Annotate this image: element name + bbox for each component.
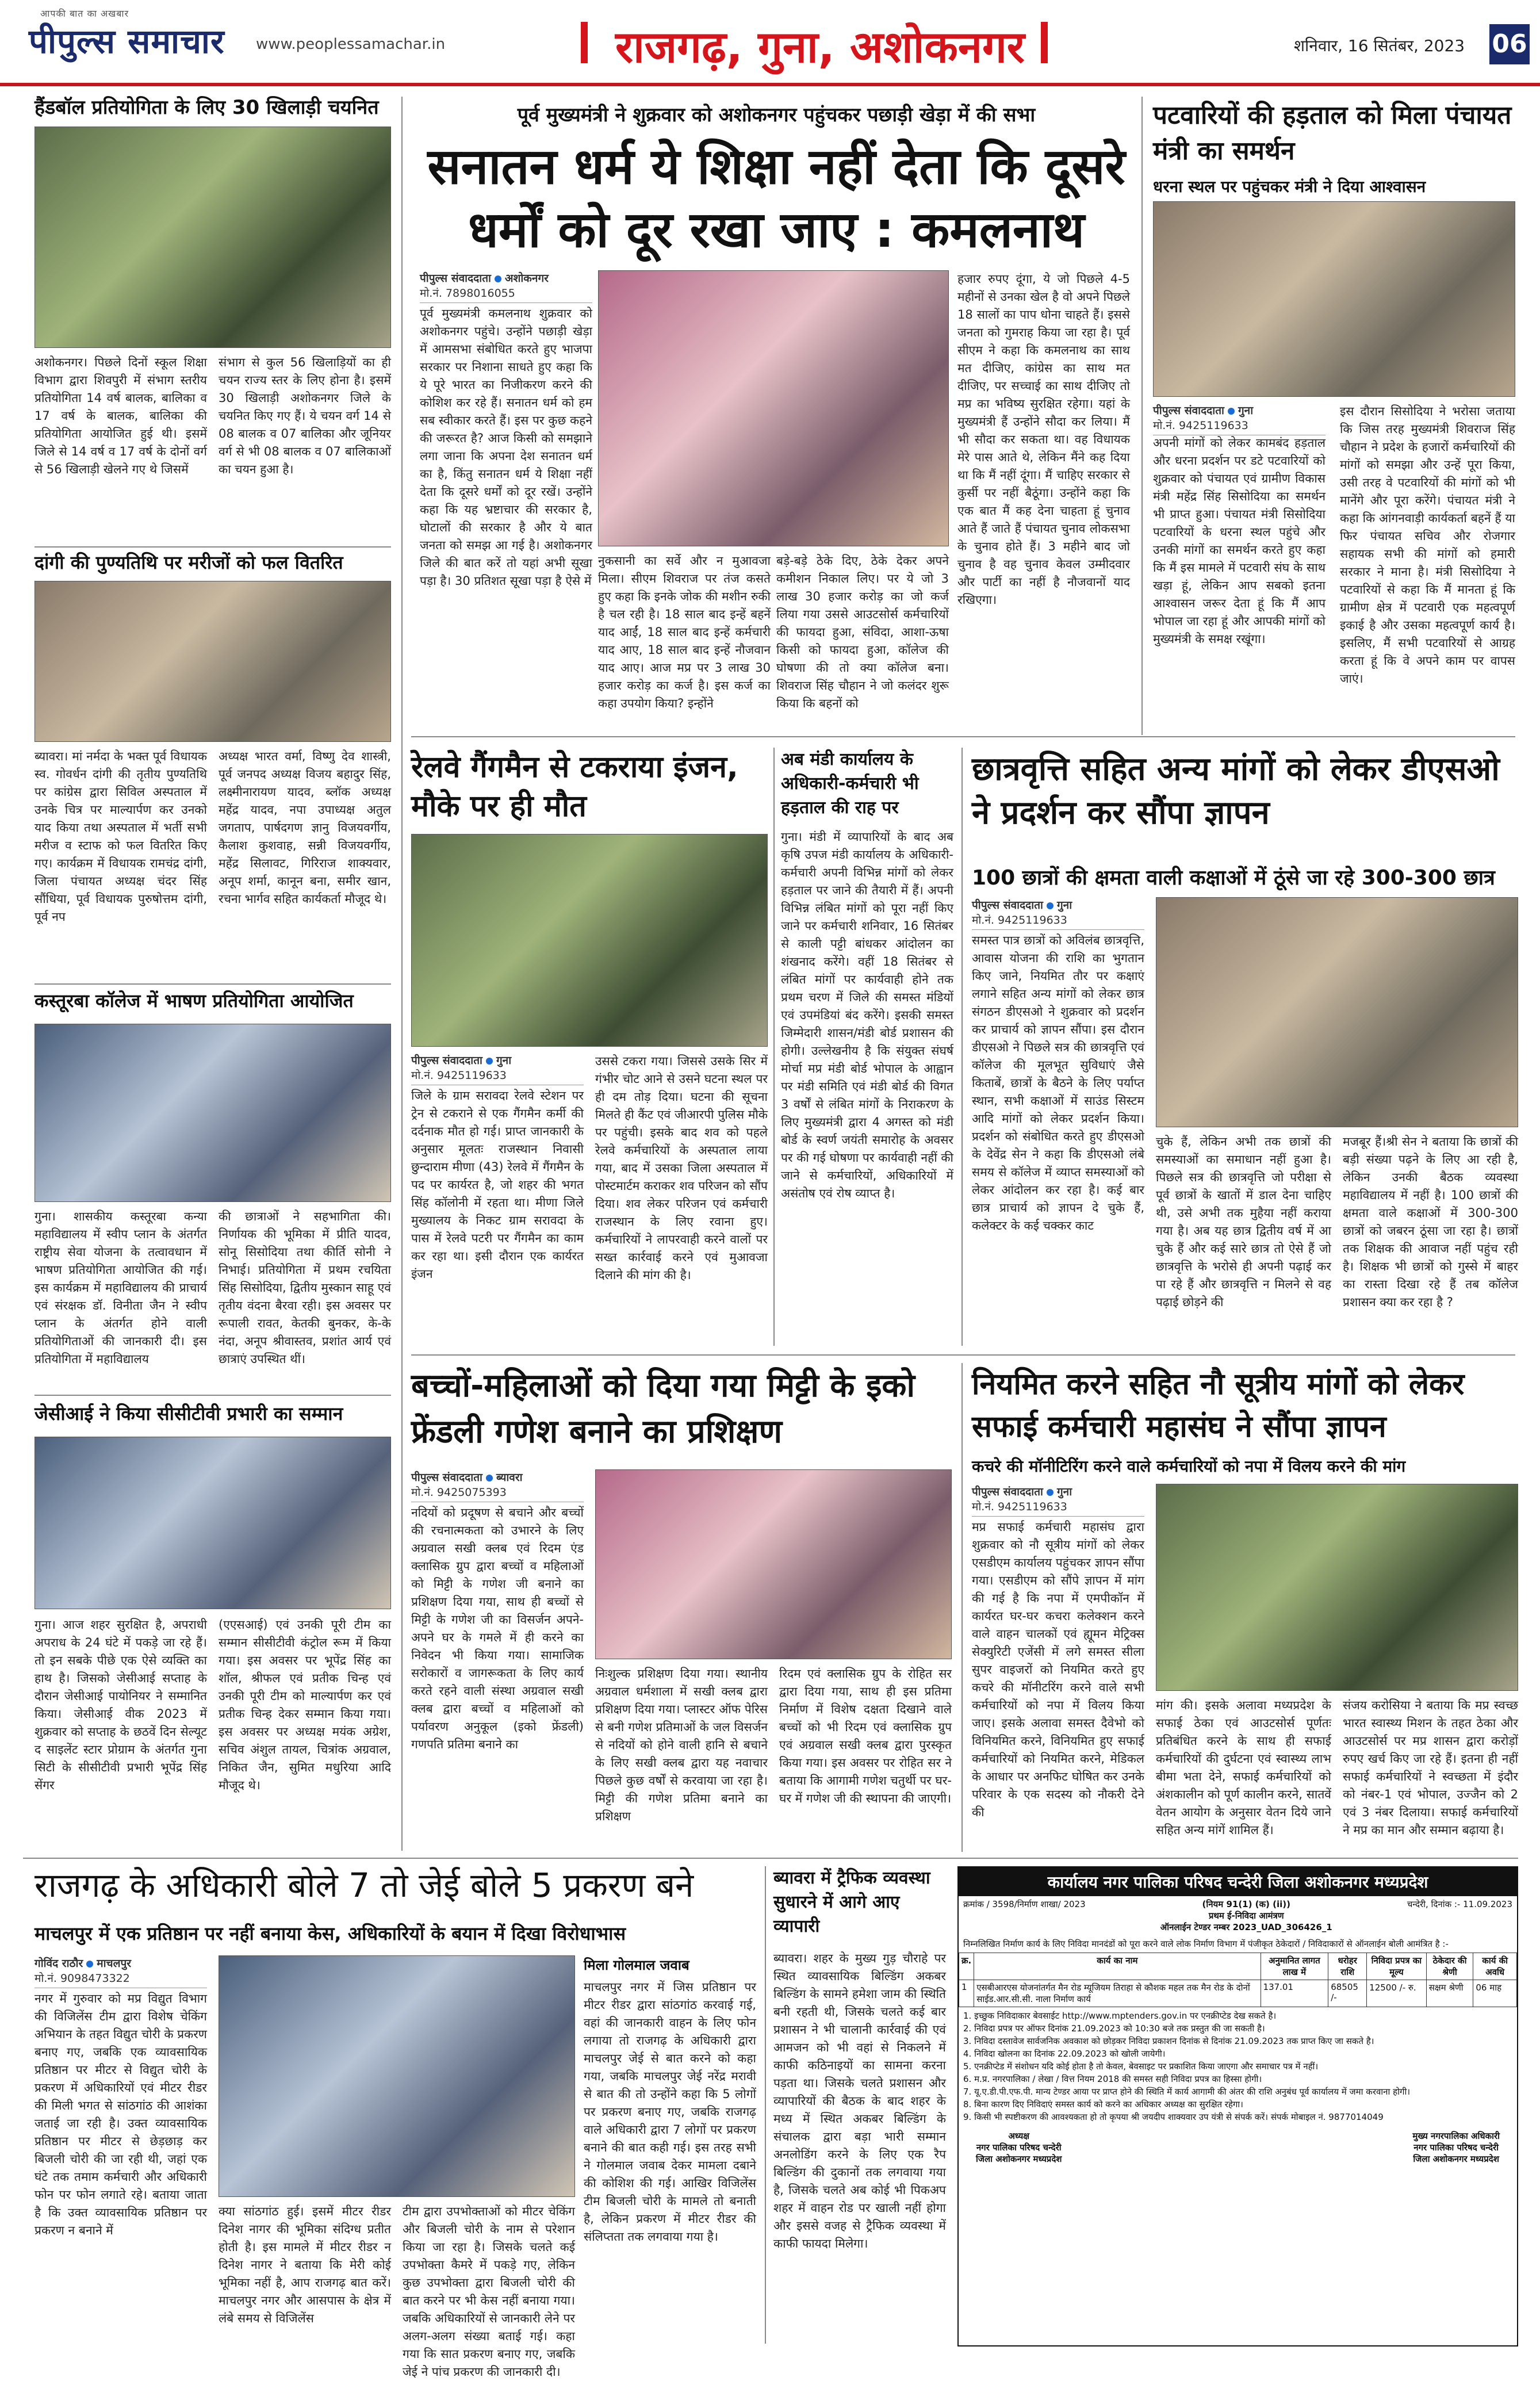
handball-photo bbox=[35, 127, 391, 348]
divider bbox=[35, 1395, 391, 1396]
tender-sign-left: अध्यक्ष नगर पालिका परिषद चन्देरी जिला अशोकनगर मध्यप्रदेश bbox=[976, 2131, 1062, 2164]
dangi-headline: दांगी की पुण्यतिथि पर मरीजों को फल वितरित bbox=[35, 552, 343, 573]
scholarship-subhead: 100 छात्रों की क्षमता वाली कक्षाओं में ठूंसे जा रहे 300-300 छात्र bbox=[972, 866, 1495, 890]
rajgarh-body-4: माचलपुर नगर में जिस प्रतिष्ठान पर मीटर रीडर द्वारा सांठगांठ करवाई गई, वहां की जानकारी वाहन के लिए फोन लगाया तो राजगढ़ के अधिकारी द्वारा माचलपुर जेई से बात करने को कहा गया, जबकि माचलपुर जेई नरेंद्र मरावी से बात की तो उन्होंने कहा कि 5 लोगों पर प्रकरण बनाए गए, जबकि राजगढ़ वाले अधिकारी द्वारा 7 लोगों पर प्रकरण बनाने की बात कही गई। इस तरह सभी ने गोलमाल जवाब देकर मामला दबाने की कोशिश की गई। आखिर विजिलेंस टीम बिजली चोरी के मामले तो बनाती है, लेकिन प्रकरण में मीटर रीडर की संलिप्तता तक लगवाया गया है। bbox=[584, 1980, 756, 2244]
scholarship-byline bbox=[972, 897, 1144, 930]
tender-note: 1. इच्छुक निविदाकार बेवसाईट http://www.mptenders.gov.in पर एनक्रीप्टेड देख सकते है। bbox=[963, 2011, 1277, 2021]
table-cell: 12500 /- रु. bbox=[1367, 1980, 1427, 2007]
tender-note: 5. एनक्रीप्टेड में संशोधन यदि कोई होता है तो केवल, बेवसाइट पर प्रकाशित किया जाएगा और समाचार पत्र में नहीं। bbox=[963, 2061, 1319, 2072]
kasturba-body-1: गुना। शासकीय कस्तूरबा कन्या महाविद्यालय में स्वीप प्लान के अंतर्गत राष्ट्रीय सेवा योजना के तत्वावधान में भाषण प्रतियोगिता आयोजित की गई। इस कार्यक्रम में महाविद्यालय की प्राचार्य एवं संरक्षक डॉ. विनीता जैन ने स्वीप प्लान के अंतर्गत होने वाली प्रतियोगिताओं की जानकारी दी। इस प्रतियोगिता में महाविद्यालय bbox=[35, 1209, 207, 1366]
rajgarh-subhead: माचलपुर में एक प्रतिष्ठान पर नहीं बनाया केस, अधिकारियों के बयान में दिखा विरोधाभास bbox=[35, 1923, 626, 1944]
tender-notice bbox=[957, 1866, 1518, 2346]
tender-col-4: निविदा प्रपत्र का मूल्य bbox=[1367, 1953, 1427, 1980]
column-rule bbox=[961, 1363, 963, 1852]
patwari-body-2: इस दौरान सिसोदिया ने भरोसा जताया कि जिस तरह मुख्यमंत्री शिवराज सिंह चौहान ने प्रदेश के हजारों कर्मचारियों की मांगों को समझा और उन्हें पूरा किया, उसी तरह वे पटवारियों की मांगों को भी मानेंगे और पूरा करेंगे। पंचायत मंत्री ने कहा कि आंगनवाड़ी कार्यकर्ता बहनें हैं या फिर पंचायत सचिव और रोजगार सहायक सभी की मांगों को हमारी सरकार ने माना है। मंत्री सिसोदिया ने पटवारियों से कहा कि मैं मानता हूं कि ग्रामीण क्षेत्र में पटवारी एक महत्वपूर्ण इकाई है और उसका महत्वपूर्ण कार्य है। इसलिए, मैं सभी पटवारियों से आग्रह करता हूं कि वे अपने काम पर वापस जाएं। bbox=[1340, 404, 1515, 686]
region-bar-left bbox=[581, 22, 588, 63]
tender-col-3: धरोहर राशि bbox=[1328, 1953, 1367, 1980]
website-url: www.peoplessamachar.in bbox=[256, 36, 446, 53]
ganesh-byline bbox=[411, 1469, 584, 1502]
byline-mobile: मो.नं. 9425119633 bbox=[1153, 419, 1248, 432]
scholarship-photo bbox=[1156, 897, 1518, 1127]
table-row bbox=[959, 1980, 1517, 2007]
ganesh-body-3: रिदम एवं क्लासिक ग्रुप के रोहित सर द्वारा दिया गया, साथ ही इस प्रतिमा निर्माण में विशेष दक्षता दिखाने वाले बच्चों को भी रिदम एवं क्लासिक ग्रुप एवं अग्रवाल सखी क्लब द्वारा पुरस्कृत किया गया। इस अवसर पर रोहित सर ने बताया कि आगामी गणेश चतुर्थी पर घर-घर में गणेश जी की स्थापना की जाएगी। bbox=[779, 1667, 952, 1805]
byline-place: गुना bbox=[1056, 1486, 1072, 1498]
brand-logo bbox=[29, 8, 225, 63]
kamalnath-photo bbox=[598, 270, 949, 546]
byline-mobile: मो.नं. 7898016055 bbox=[420, 287, 515, 300]
byline-name: पीपुल्स संवाददाता bbox=[972, 1486, 1043, 1498]
dangi-photo bbox=[35, 581, 391, 742]
tender-col-2: अनुमानित लागत लाख में bbox=[1261, 1953, 1328, 1980]
tender-note: 8. बिना कारण दिए निविदाएं समस्त कार्य को करने का अधिकार अध्यक्ष का सुरक्षित रहेगा। bbox=[963, 2099, 1243, 2110]
table-cell: 137.01 bbox=[1261, 1980, 1328, 2007]
table-cell: सक्षम श्रेणी bbox=[1426, 1980, 1473, 2007]
divider bbox=[411, 736, 1515, 737]
railway-body-1: जिले के ग्राम सरावदा रेलवे स्टेशन पर ट्रेन से टकराने से एक गैंगमैन कर्मी की दर्दनाक मौत हो गई। प्राप्त जानकारी के अनुसार मूलतः राजस्थान निवासी छुन्दाराम मीणा (43) रेलवे में गैंगमैन के पद पर कार्यरत है, जो शहर की भगत सिंह कॉलोनी में रहता था। मीणा जिले मुख्यालय के निकट ग्राम सरावदा के पास में रेलवे पटरी पर गैंगमैन का काम कर रहा था। इसी दौरान एक कार्यरत इंजन bbox=[411, 1089, 584, 1281]
region-bar-right bbox=[1041, 22, 1048, 63]
safai-byline bbox=[972, 1484, 1144, 1517]
tender-table-header bbox=[959, 1953, 1517, 1980]
byline-name: पीपुल्स संवाददाता bbox=[972, 899, 1043, 912]
scholarship-body-2: चुके हैं, लेकिन अभी तक छात्रों की समस्याओं का समाधान नहीं हुआ है। पिछले सत्र की छात्रवृत्ति जो परीक्षा से पूर्व छात्रों के खातों में डाल देना चाहिए थी, उसे अभी तक मुहैया नहीं कराया गया है। अब यह छात्र द्वितीय वर्ष में आ चुके हैं और कई सारे छात्र तो ऐसे हैं जो छात्रवृत्ति के भरोसे ही अपनी पढ़ाई कर पा रहे हैं और छात्रवृत्ति न मिलने से वह पढ़ाई छोड़ने की bbox=[1156, 1135, 1331, 1309]
tender-col-0: क्र. bbox=[959, 1953, 974, 1980]
railway-byline bbox=[411, 1052, 584, 1085]
rajgarh-photo bbox=[219, 1955, 575, 2197]
byline-name: गोविंद राठौर bbox=[35, 1957, 83, 1970]
kamalnath-headline: सनातन धर्म ये शिक्षा नहीं देता कि दूसरे धर्मों को दूर रखा जाए : कमलनाथ bbox=[427, 138, 1125, 259]
tender-ref-right: चन्देरी, दिनांक :- 11.09.2023 bbox=[1407, 1899, 1512, 1909]
byline-place: माचलपुर bbox=[97, 1957, 132, 1970]
column-rule bbox=[1141, 97, 1143, 735]
patwari-photo bbox=[1153, 201, 1515, 397]
railway-photo bbox=[411, 834, 768, 1047]
byline-place: गुना bbox=[1056, 899, 1072, 912]
safai-body-2: मांग की। इसके अलावा मध्यप्रदेश के सफाई ठेका एवं आउटसोर्स पूर्णतः प्रतिबंधित करने के साथ ही सफाई कर्मचारियों की दुर्घटना एवं स्वास्थ्य लाभ बीमा भता देने, सफाई कर्मचारियों को अंशकालीन को पूर्ण कालीन करने, सातवें वेतन आयोग के अनुसार वेतन दिये जाने सहित अन्य मांगें शामिल हैं। bbox=[1156, 1698, 1331, 1837]
rajgarh-body-3: टीम द्वारा उपभोक्ताओं को मीटर चेकिंग और बिजली चोरी के नाम से परेशान किया जा रहा है। जिसके चलते कई उपभोक्ता कैमरे में पकड़े गए, लेकिन कुछ उपभोक्ता द्वारा बिजली चोरी की बात करने पर भी केस नहीं बनाया गया। जबकि अधिकारियों से जानकारी लेने पर अलग-अलग संख्या बताई गई। कहा गया कि सात प्रकरण बनाए गए, जबकि जेई ने पांच प्रकरण की जानकारी दी। bbox=[403, 2204, 575, 2379]
byline-place: गुना bbox=[496, 1054, 512, 1067]
ganesh-photo bbox=[595, 1469, 952, 1659]
bullet-icon bbox=[1047, 902, 1054, 909]
dangi-body-2: अध्यक्ष भारत वर्मा, विष्णु देव शास्त्री, पूर्व जनपद अध्यक्ष विजय बहादुर सिंह, लक्ष्मीनारायण यादव, ब्लॉक अध्यक्ष महेंद्र यादव, नपा उपाध्यक्ष अतुल जगताप, पार्षदगण ज्ञानु विजयवर्गीय, कैलाश कुशवाह, सन्नी विजयवर्गीय, महेंद्र सिलावट, गिरिराज शाक्यवार, अनूप शर्मा, कानून बना, समीर खान, रचना भार्गव सहित कार्यकर्ता मौजूद थे। bbox=[219, 749, 391, 906]
scholarship-body-1: समस्त पात्र छात्रों को अविलंब छात्रवृत्ति, आवास योजना की राशि का भुगतान किए जाने, नियमित तौर पर कक्षाएं लगाने सहित अन्य मांगों को लेकर छात्र संगठन डीएसओ ने शुक्रवार को प्रदर्शन कर प्राचार्य को ज्ञापन सौंपा। इस दौरान डीएसओ ने पिछले सत्र की छात्रवृत्ति एवं कॉलेज की मूलभूत सुविधाएं जैसे किताबें, छात्रों के बैठने के लिए पर्याप्त स्थान, सभी कक्षाओं में साउंड सिस्टम आदि मांगों को लेकर प्रदर्शन किया। प्रदर्शन को संबोधित करते हुए डीएसओ के देवेंद्र सेन ने कहा कि डीएसओ लंबे समय से कॉलेज में व्याप्त समस्याओं को लेकर आंदोलन कर रहा है। कई बार छात्र प्राचार्य को ज्ञापन दे चुके हैं, कलेक्टर के कई चक्कर काट bbox=[972, 933, 1144, 1232]
column-rule bbox=[961, 748, 963, 1346]
safai-body-3: संजय करोसिया ने बताया कि मप्र स्वच्छ भारत स्वास्थ्य मिशन के तहत ठेका और आउटसोर्स पर मप्र शासन द्वारा करोड़ों रुपए खर्च किए जा रहे हैं। इतना ही नहीं सफाई कर्मचारियों ने स्वच्छता में इंदौर को नंबर-1 एवं भोपाल, उज्जैन को 2 एवं 3 नंबर दिलाया। सफाई कर्मचारियों ने मप्र का मान और सम्मान बढ़ाया है। bbox=[1343, 1698, 1518, 1837]
bullet-icon bbox=[486, 1058, 493, 1065]
tender-title: कार्यालय नगर पालिका परिषद चन्देरी जिला अशोकनगर मध्यप्रदेश bbox=[959, 1867, 1517, 1896]
tender-note: 2. निविदा प्रपत्र पर ऑफर दिनांक 21.09.2023 को 10:30 बजे तक प्रस्तुत की जा सकती है। bbox=[963, 2023, 1265, 2034]
tender-table-body bbox=[959, 1980, 1517, 2007]
page-number: 06 bbox=[1489, 24, 1530, 64]
kasturba-body-2: की छात्राओं ने सहभागिता की। निर्णायक की भूमिका में प्रीति यादव, सोनू सिसोदिया तथा कीर्ति सोनी ने निभाई। प्रतियोगिता में प्रथम रचयिता सिंह सिसोदिया, द्वितीय मुस्कान साहू एवं तृतीय वंदना बैरवा रही। इस अवसर पर रूपाली रावत, केतकी बुनकर, के-के नंदा, अनूप श्रीवास्तव, प्रशांत आर्य एवं छात्राएं उपस्थित थीं। bbox=[219, 1209, 391, 1366]
tender-ref-mid: (नियम 91(1) (क) (ii)) प्रथम ई-निविदा आमंत्रण ऑनलाईन टेण्डर नम्बर 2023_UAD_306426_1 bbox=[1160, 1899, 1332, 1932]
traffic-body: ब्यावरा। शहर के मुख्य गुड़ चौराहे पर स्थित व्यावसायिक बिल्डिंग अकबर बिल्डिंग के सामने हमेशा जाम की स्थिति बनी रहती थी, जिसके चलते कई बार प्रशासन ने भी चालानी कार्रवाई की एवं आमजन को भी वहां से निकलने में काफी कठिनाइयों का सामना करना पड़ता था। जिसके चलते प्रशासन और व्यापारियों की बैठक के बाद शहर के मध्य में स्थित अकबर बिल्डिंग के संचालक द्वारा बड़ा भारी सम्मान अनलोडिंग करने के लिए एक रैप बिल्डिंग की दुकानों तक लगवाया गया है, जिसके चलते अब कोई भी पिकअप शहर में वाहन रोड पर खाली नहीं होगा और इससे वजह से ट्रैफिक व्यवस्था में काफी फायदा मिलेगा। bbox=[773, 1951, 946, 2250]
byline-place: ब्यावरा bbox=[496, 1471, 523, 1484]
byline-place: अशोकनगर bbox=[504, 272, 549, 285]
table-cell: 68505 /- bbox=[1328, 1980, 1367, 2007]
rajgarh-body-1: नगर में गुरुवार को मप्र विद्युत विभाग की विजिलेंस टीम द्वारा विशेष चेकिंग अभियान के तहत विद्युत चोरी के प्रकरण बनाए गए, जबकि एक व्यावसायिक प्रतिष्ठान पर मीटर से विद्युत चोरी के प्रकरण में अधिकारियों एवं मीटर रीडर की मिली भगत से सांठगांठ की आशंका जताई जा रही है। उक्त व्यावसायिक प्रतिष्ठान पर मीटर से छेड़छाड़ कर बिजली चोरी की जा रही थी, जहां एक घंटे तक तमाम कर्मचारी और अधिकारी फोन पर फोन लगाते रहे। बताया जाता है कि उक्त व्यावसायिक प्रतिष्ठान पर प्रकरण न बनाने में bbox=[35, 1992, 207, 2237]
patwari-body-1: अपनी मांगों को लेकर कामबंद हड़ताल और धरना प्रदर्शन पर डटे पटवारियों को शुक्रवार को पंचायत एवं ग्रामीण विकास मंत्री महेंद्र सिंह सिसोदिया का समर्थन भी प्राप्त हुआ। पंचायत मंत्री सिसोदिया पटवारियों के धरना स्थल पहुंचे और उनकी मांगों का समर्थन करते हुए कहा कि मैं इस मामले में पटवारी संघ के साथ खड़ा हूं, लेकिन आप सबको इतना आश्वासन जरूर देता हूं कि मैं आप भोपाल जा रहा हूं और आपकी मांगों को मुख्यमंत्री के समक्ष रखूंगा। bbox=[1153, 436, 1326, 646]
jci-body-1: गुना। आज शहर सुरक्षित है, अपराधी अपराध के 24 घंटे में पकड़े जा रहे हैं। तो इन सबके पीछे एक ऐसे व्यक्ति का हाथ है। जिसको जेसीआई सप्ताह के दौरान जेसीआई पायोनियर ने सम्मानित किया। जेसीआई वीक 2023 में शुक्रवार को सप्ताह के छठवें दिन सेल्यूट द साइलेंट स्टार प्रोग्राम के अंतर्गत गुना सिटी के सीसीटीवी प्रभारी भूपेंद्र सिंह सेंगर bbox=[35, 1618, 207, 1792]
column-rule bbox=[773, 748, 775, 1346]
bullet-icon bbox=[86, 1961, 93, 1967]
railway-body-2: उससे टकरा गया। जिससे उसके सिर में गंभीर चोट आने से उसने घटना स्थल पर ही दम तोड़ दिया। घटना की सूचना मिलते ही कैंट एवं जीआरपी पुलिस मौके पर पहुंची। इसके बाद शव को पहले रेलवे कर्मचारियों के अस्पताल लाया गया, बाद में उसका जिला अस्पताल में पोस्टमार्टम कराकर शव परिजन को सौंप दिया। शव लेकर परिजन एवं कर्मचारी राजस्थान के लिए रवाना हुए। कर्मचारियों ने लापरवाही करने वालों पर सख्त कार्रवाई करने एवं मुआवजा दिलाने की मांग की है। bbox=[595, 1054, 768, 1282]
brand-name: पीपुल्स समाचार bbox=[29, 22, 225, 61]
byline-mobile: मो.नं. 9425119633 bbox=[972, 1500, 1067, 1513]
kamalnath-body-1: पूर्व मुख्यमंत्री कमलनाथ शुक्रवार को अशोकनगर पहुंचे। उन्होंने पछाड़ी खेड़ा में आमसभा संबोधित करते हुए भाजपा सरकार पर निशाना साधते हुए कहा कि ये पूरे भारत का निजीकरण करने की कोशिश कर रहे हैं। सनातन धर्म को हम सब स्वीकार करते हैं। इस पर कुछ कहने की जरूरत है? आज किसी को समझाने लगा जाना कि अपना देश सनातन धर्म का है, किंतु सनातन धर्म ये शिक्षा नहीं देता कि दूसरे धर्मों को दूर रखें। उन्होंने कहा कि यह भ्रष्टाचार की सरकार है, घोटालों की सरकार है और ये बात जनता को समझ आ गई है। अशोकनगर जिले की बात करें तो यहां अभी सूखा पड़ा है। 30 प्रतिशत सूखा पड़ा है ऐसे में bbox=[420, 307, 592, 588]
tender-col-5: ठेकेदार की श्रेणी bbox=[1426, 1953, 1473, 1980]
patwari-subhead: धरना स्थल पर पहुंचकर मंत्री ने दिया आश्वासन bbox=[1153, 177, 1426, 196]
byline-mobile: मो.नं. 9098473322 bbox=[35, 1972, 130, 1985]
scholarship-headline: छात्रवृत्ति सहित अन्य मांगों को लेकर डीएसओ ने प्रदर्शन कर सौंपा ज्ञापन bbox=[972, 751, 1500, 832]
bullet-icon bbox=[1228, 408, 1235, 415]
kasturba-headline: कस्तूरबा कॉलेज में भाषण प्रतियोगिता आयोजित bbox=[35, 990, 354, 1012]
divider bbox=[35, 546, 391, 548]
rajgarh-byline bbox=[35, 1955, 207, 1988]
byline-mobile: मो.नं. 9425119633 bbox=[972, 914, 1067, 927]
mandi-headline: अब मंडी कार्यालय के अधिकारी-कर्मचारी भी हड़ताल की राह पर bbox=[781, 749, 919, 818]
tender-notes bbox=[959, 2007, 1517, 2126]
bullet-icon bbox=[495, 275, 501, 282]
column-rule bbox=[765, 1866, 766, 2344]
byline-name: पीपुल्स संवाददाता bbox=[1153, 404, 1224, 417]
scholarship-body-3: मजबूर हैं।श्री सेन ने बताया कि छात्रों की बड़ी संख्या पढ़ने के लिए आ रही है, लेकिन उनकी बैठक व्यवस्था महाविद्यालय में नहीं है। 100 छात्रों की क्षमता वाले कक्षाओं में 300-300 छात्रों को जबरन ठूंसा जा रहा है। छात्रों तक शिक्षक की आवाज नहीं पहुंच रही है। शिक्षक भी छात्रों को गुस्से में बाहर का रास्ता दिखा रहे हैं तब कॉलेज प्रशासन क्या कर रहा है ? bbox=[1343, 1135, 1518, 1309]
tender-col-6: कार्य की अवधि bbox=[1473, 1953, 1517, 1980]
table-cell: एसबीआरएस योजनांतर्गत मैन रोड म्यूजियम तिराहा से कौशक महल तक मैन रोड के दोनों साईड.आर.सी.सी. नाला निर्माण कार्य bbox=[974, 1980, 1261, 2007]
byline-mobile: मो.नं. 9425119633 bbox=[411, 1069, 507, 1082]
railway-headline: रेलवे गैंगमैन से टकराया इंजन, मौके पर ही मौत bbox=[411, 750, 738, 824]
byline-place: गुना bbox=[1238, 404, 1254, 417]
jci-photo bbox=[35, 1437, 391, 1609]
tender-sign-right: मुख्य नगरपालिका अधिकारी नगर पालिका परिषद चन्देरी जिला अशोकनगर मध्यप्रदेश bbox=[1412, 2131, 1500, 2164]
safai-headline: नियमित करने सहित नौ सूत्रीय मांगों को लेकर सफाई कर्मचारी महासंघ ने सौंपा ज्ञापन bbox=[972, 1367, 1465, 1444]
divider bbox=[23, 1858, 1518, 1859]
rajgarh-headline: राजगढ़ के अधिकारी बोले 7 तो जेई बोले 5 प्रकरण बने bbox=[35, 1866, 694, 1905]
jci-headline: जेसीआई ने किया सीसीटीवी प्रभारी का सम्मान bbox=[35, 1403, 343, 1425]
kasturba-photo bbox=[35, 1024, 391, 1202]
byline-name: पीपुल्स संवाददाता bbox=[420, 272, 491, 285]
tender-ref-left: क्रमांक / 3598/निर्माण शाखा/ 2023 bbox=[963, 1899, 1086, 1909]
rajgarh-body-2: क्या सांठगांठ हुई। इसमें मीटर रीडर दिनेश नागर की भूमिका संदिग्ध प्रतीत होती है। इस मामले में मीटर रीडर न दिनेश नागर ने बताया कि मेरी कोई भूमिका नहीं है, आप राजगढ़ बात करें। माचलपुर नगर और आसपास के क्षेत्र में लंबे समय से विजिलेंस bbox=[219, 2204, 391, 2325]
byline-mobile: मो.नं. 9425075393 bbox=[411, 1486, 507, 1499]
divider bbox=[35, 983, 391, 985]
ganesh-body-1: नदियों को प्रदूषण से बचाने और बच्चों की रचनात्मकता को उभारने के लिए अग्रवाल सखी क्लब एवं रिदम एंड क्लासिक ग्रुप द्वारा बच्चों व महिलाओं को मिट्टी के गणेश जी बनाने का प्रशिक्षण दिया गया, साथ ही बच्चों से मिट्टी के गणेश जी का विसर्जन अपने-अपने घर के गमले में ही करने का निवेदन भी किया गया। सामाजिक सरोकारों व जागरूकता के लिए कार्य करते रहने वाली संस्था अग्रवाल सखी क्लब द्वारा बच्चों व महिलाओं को पर्यावरण अनुकूल (इको फ्रेंडली) गणपति प्रतिमा बनाने का bbox=[411, 1506, 584, 1751]
tender-note: 6. म.प्र. नगरपालिका / लेखा / वित्त नियम 2018 की समस्त सही निविदा प्रपत्र का हिस्सा होगी। bbox=[963, 2074, 1262, 2084]
mandi-body: गुना। मंडी में व्यापारियों के बाद अब कृषि उपज मंडी कार्यालय के अधिकारी-कर्मचारी अपनी विभिन्न मांगों को लेकर हड़ताल पर जाने की तैयारी में हैं। अपनी विभिन्न लंबित मांगों को पूरा नहीं किए जाने पर कर्मचारी शनिवार, 16 सितंबर से काली पट्टी बांधकर आंदोलन का शंखनाद करेंगे। वहीं 18 सितंबर से लंबित मांगों पर कार्यवाही होने तक प्रथम चरण में जिले की समस्त मंडियों एवं उपमंडियां बंद करेंगे। इसकी समस्त जिम्मेदारी शासन/मंडी बोर्ड प्रशासन की होगी। उल्लेखनीय है कि संयुक्त संघर्ष मोर्चा मप्र मंडी बोर्ड भोपाल के आह्वान पर मंडी समिति एवं मंडी बोर्ड की विगत 3 वर्षों से लंबित मांगों के निराकरण के लिए मुख्यमंत्री द्वारा 4 अगस्त को मंडी बोर्ड के स्वर्ण जयंती समारोह के अवसर पर की गई घोषणा पर कार्यवाही नहीं की जाने से कर्मचारियों, अधिकारियों में असंतोष एवं रोष व्याप्त है। bbox=[781, 830, 953, 1200]
safai-body-1: मप्र सफाई कर्मचारी महासंघ द्वारा शुक्रवार को नौ सूत्रीय मांगों को लेकर एसडीएम कार्यालय पहुंचकर ज्ञापन सौंपा गया। एसडीएम को सौंपे ज्ञापन में मांग की गई है कि नपा में एमपीकॉन में कार्यरत घर-घर कचरा कलेक्शन करने वाले वाहन चालकों एवं ह्यूमन मेट्रिक्स सेक्युरिटी एजेंसी में लगे समस्त सीला सुपर वाइजरों को नियमित करते हुए कचरे की मॉनीटरिंग करने वाले सभी कर्मचारियों को नपा में विलय किया जाए। इसके अलावा समस्त दैवेभो को विनियमित करने, विनियमित हुए सफाई कर्मचारियों को नियमित करने, मेडिकल के आधार पर अनफिट घोषित कर उनके परिवार के एक सदस्य को नौकरी देने की bbox=[972, 1520, 1144, 1819]
tender-note: 3. निविदा दस्तावेज सार्वजनिक अवकाश को छोड़कर निविदा प्रकाशन दिनांक से दिनांक 21.09.2023 तक प्राप्त किए जा सकते है। bbox=[963, 2036, 1374, 2046]
kamalnath-body-2: नुकसानी का सर्वे और न मुआवजा मिला। सीएम शिवराज पर तंज कसते हुए कहा कि इनके जोक की मशीन रुकी है चल रही है। 18 साल बाद इन्हें बहनें याद आईं, 18 साल बाद इन्हें कर्मचारी याद आए, 18 साल बाद इन्हें नौजवान याद आए। आज मप्र पर 3 लाख 30 हजार करोड़ का कर्ज है। इस कर्ज का कहा उपयोग किया? इन्होंने bbox=[598, 554, 771, 710]
ganesh-headline: बच्चों-महिलाओं को दिया गया मिट्टी के इको फ्रेंडली गणेश बनाने का प्रशिक्षण bbox=[411, 1367, 915, 1450]
column-rule bbox=[401, 97, 403, 1851]
rajgarh-mila-head: मिला गोलमाल जवाब bbox=[584, 1957, 689, 1973]
region-title: राजगढ़, गुना, अशोकनगर bbox=[615, 21, 1025, 72]
patwari-headline: पटवारियों की हड़ताल को मिला पंचायत मंत्री का समर्थन bbox=[1153, 101, 1512, 166]
handball-body-2: संभाग से कुल 56 खिलाड़ियों का ही चयन राज्य स्तर के लिए होना है। इसमें 30 खिलाड़ी अशोकनगर जिले के चयनित किए गए हैं। ये चयन वर्ग 14 से 08 बालक व 07 बालिका और जूनियर वर्ग से भी 08 बालक व 07 बालिकाओं का चयन हुआ है। bbox=[219, 355, 391, 476]
byline-name: पीपुल्स संवाददाता bbox=[411, 1471, 482, 1484]
tender-note: 9. किसी भी स्पष्टीकरण की आवश्यकता हो तो कृपया श्री जयदीप शाक्यवार उप यंत्री से संपर्क करें। संपर्क मोबाइल नं. 9877014049 bbox=[963, 2112, 1384, 2122]
safai-subhead: कचरे की मॉनीटिरिंग करने वाले कर्मचारियों को नपा में विलय करने की मांग bbox=[972, 1457, 1406, 1476]
tender-table bbox=[959, 1953, 1517, 2007]
table-cell: 1 bbox=[959, 1980, 974, 2007]
kamalnath-byline bbox=[420, 270, 592, 303]
table-cell: 06 माह bbox=[1473, 1980, 1517, 2007]
kamalnath-kicker: पूर्व मुख्यमंत्री ने शुक्रवार को अशोकनगर पहुंचकर पछाड़ी खेड़ा में की सभा bbox=[517, 104, 1036, 127]
tender-intro: निम्नलिखित निर्माण कार्य के लिए निविदा मानदंडों को पूरा करने वाले लोक निर्माण विभाग में पंजीकृत ठेकेदारों / निविदाकारों से ऑनलाईन बोली आमंत्रित है :- bbox=[963, 1939, 1449, 1949]
brand-tagline: आपकी बात का अखबार bbox=[40, 8, 129, 19]
patwari-byline bbox=[1153, 403, 1326, 435]
byline-name: पीपुल्स संवाददाता bbox=[411, 1054, 482, 1067]
ganesh-body-2: निःशुल्क प्रशिक्षण दिया गया। स्थानीय अग्रवाल धर्मशाला में सखी क्लब द्वारा प्रशिक्षण दिया गया। प्लास्टर ऑफ पेरिस से बनी गणेश प्रतिमाओं के जल विसर्जन से नदियों को होने वाली हानि से बचाने के लिए सखी क्लब द्वारा यह नवाचार पिछले कुछ वर्षों से करवाया जा रहा है। मिट्टी की गणेश प्रतिमा बनाने का प्रशिक्षण bbox=[595, 1667, 768, 1823]
tender-note: 7. यू.ए.डी.पी.एफ.पी. मान्य टेण्डर आया पर प्राप्त होने की स्थिति में कार्य आगामी की अंतर की राशि अनुबंध पूर्व कार्यालय में जमा करवाना होगी। bbox=[963, 2087, 1411, 2097]
jci-body-2: (एएसआई) एवं उनकी पूरी टीम का सम्मान सीसीटीवी कंट्रोल रूम में किया गया। इस अवसर पर भूपेंद्र सिंह का शॉल, श्रीफल एवं प्रतीक चिन्ह एवं उनकी पूरी टीम को माल्यार्पण कर एवं प्रतीक चिन्ह देकर सम्मान किया गया। इस अवसर पर अध्यक्ष मयंक अग्रेश, सचिव अंशुल तायल, चित्रांक अग्रवाल, निकित जैन, सुमित मधुरिया आदि मौजूद थे। bbox=[219, 1618, 391, 1792]
handball-headline: हैंडबॉल प्रतियोगिता के लिए 30 खिलाड़ी चयनित bbox=[35, 96, 379, 119]
issue-date: शनिवार, 16 सितंबर, 2023 bbox=[1294, 36, 1465, 55]
divider bbox=[411, 1354, 1515, 1356]
handball-body-1: अशोकनगर। पिछले दिनों स्कूल शिक्षा विभाग द्वारा शिवपुरी में संभाग स्तरीय प्रतियोगिता 14 वर्ष बालक, बालिका व 17 वर्ष के बालक, बालिका की प्रतियोगिता आयोजित हुई थी। इसमें जिले से 14 वर्ष व 17 वर्ष के दोनों वर्ग से 56 खिलाड़ी खेलने गए थे जिसमें bbox=[35, 355, 207, 476]
tender-note: 4. निविदा खोलना का दिनांक 22.09.2023 को खोली जायेगी। bbox=[963, 2049, 1166, 2059]
bullet-icon bbox=[486, 1475, 493, 1482]
bullet-icon bbox=[1047, 1489, 1054, 1496]
kamalnath-body-4: हजार रुपए दूंगा, ये जो पिछले 4-5 महीनों से उनका खेल है वो अपने पिछले 18 सालों का पाप धोना चाहते हैं। इससे जनता को गुमराह किया जा रहा है। पूर्व सीएम ने कहा कि कमलनाथ का साथ मत दीजिए, कांग्रेस का साथ मत दीजिए, पर सच्चाई का साथ दीजिए तो मप्र का भविष्य सुरक्षित रहेगा। यहां के मुख्यमंत्री हैं उन्होंने सौदा कर लिया। मैं भी सौदा कर सकता था। वह विधायक मेरे पास आते थे, लेकिन मैंने कह दिया था कि मैं नहीं दूंगा। मैं चाहिए सरकार से कुर्सी पर नहीं बैठूंगा। उन्होंने कहा कि एक बात मैं कह देना चाहता हूं चुनाव आते हैं जाते हैं पंचायत चुनाव लोकसभा के चुनाव होते हैं। 3 महीने बाद जो चुनाव है वह चुनाव केवल उम्मीदवार और पार्टी का नहीं है नौजवानों याद रखिएगा। bbox=[957, 272, 1130, 607]
tender-col-1: कार्य का नाम bbox=[974, 1953, 1261, 1980]
kamalnath-body-3: बड़े-बड़े ठेके दिए, ठेके देकर अपने कमीशन निकाल लिए। पर ये जो 3 लाख 30 हजार करोड़ का जो कर्ज लिया गया उससे आउटसोर्स कर्मचारियों की फायदा हुआ, संविदा, आशा-ऊषा किसी को फायदा हुआ, कॉलेज की घोषणा की तो क्या कॉलेज बना। शिवराज सिंह चौहान ने जो कलंदर शुरू किया कि बहनों को bbox=[776, 554, 949, 710]
traffic-headline: ब्यावरा में ट्रैफिक व्यवस्था सुधारने में आगे आए व्यापारी bbox=[773, 1868, 930, 1936]
safai-photo bbox=[1156, 1484, 1518, 1691]
dangi-body-1: ब्यावरा। मां नर्मदा के भक्त पूर्व विधायक स्व. गोवर्धन दांगी की तृतीय पुण्यतिथि पर कांग्रेस द्वारा सिविल अस्पताल में उनके चित्र पर माल्यार्पण कर उनको याद किया तथा अस्पताल में भर्ती सभी मरीज व स्टाफ को फल वितरित किए गए। कार्यक्रम में विधायक रामचंद्र दांगी, जिला पंचायत अध्यक्ष चंदर सिंह सौंधिया, पूर्व विधायक पुरुषोत्तम दांगी, पूर्व नप bbox=[35, 749, 207, 924]
